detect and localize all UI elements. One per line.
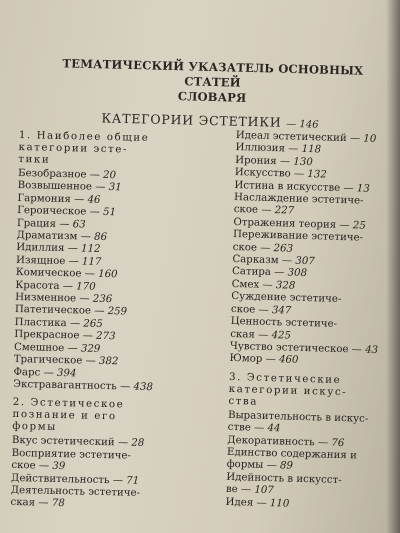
- entry-term: Ценность эстетиче-: [230, 316, 338, 330]
- entry-dash: —: [70, 194, 88, 206]
- entry-dash: —: [91, 182, 109, 194]
- entry-term: Идиллия: [16, 242, 65, 255]
- entry-page: 63: [72, 218, 86, 231]
- entry-term: ское: [232, 241, 258, 254]
- section-page: 146: [299, 119, 319, 131]
- entry-page: 438: [133, 381, 154, 394]
- category-heading-line: 3. Эстетические: [228, 371, 342, 386]
- entry-page: 76: [331, 437, 345, 449]
- entry-term: Идея: [225, 496, 254, 509]
- entry-dash: —: [116, 381, 134, 393]
- entry-dash: —: [35, 460, 53, 472]
- entry-dash: —: [82, 355, 100, 367]
- entry-dash: —: [64, 243, 82, 255]
- entry-term: Переживание эстетиче-: [232, 229, 364, 244]
- entry-dash: —: [109, 474, 127, 487]
- entry-term: Героическое: [17, 205, 87, 218]
- entry-page: 382: [98, 355, 119, 368]
- entry-page: 110: [269, 497, 290, 510]
- category-heading: [18, 130, 219, 171]
- left-column: [10, 130, 219, 514]
- entry-page: 107: [254, 484, 274, 497]
- entry-term: Комическое: [15, 267, 82, 280]
- entry-term: ское: [11, 460, 36, 472]
- entry-term: Единство содержания и: [226, 446, 357, 462]
- section-heading: КАТЕГОРИИ ЭСТЕТИКИ — 146: [101, 110, 319, 131]
- index-title-line-2: СЛОВАРЯ: [177, 89, 247, 105]
- entry-term: Сатира: [231, 266, 272, 279]
- entry-term: Ирония: [235, 154, 277, 167]
- entry-term: ская: [230, 328, 256, 341]
- entry-term: Трагическое: [13, 354, 83, 367]
- entry-term: Юмор: [229, 353, 263, 366]
- entry-page: 130: [293, 156, 313, 168]
- entry-page: 329: [80, 343, 101, 355]
- entry-term: Грация: [16, 217, 57, 230]
- entry-term: Деятельность эстетиче-: [10, 484, 141, 499]
- entry-dash: —: [114, 437, 132, 449]
- entry-term: Выразительность в искус-: [227, 409, 369, 425]
- entry-term: Смешное: [13, 341, 65, 354]
- entry-page: 86: [93, 231, 108, 244]
- entry-dash: —: [75, 293, 93, 305]
- entry-page: 460: [278, 354, 299, 367]
- entry-page: 263: [273, 242, 294, 255]
- entry-dash: —: [314, 436, 332, 449]
- entry-page: 160: [98, 269, 118, 281]
- entry-page: 265: [83, 318, 103, 330]
- entry-page: 28: [131, 437, 145, 450]
- category-heading: [228, 372, 391, 413]
- entry-page: 347: [271, 304, 292, 317]
- entry-dash: —: [237, 484, 255, 496]
- entry-dash: —: [290, 168, 308, 181]
- entry-dash: —: [257, 205, 275, 217]
- entry-page: 227: [274, 205, 295, 218]
- category-heading-line: категории эсте-: [18, 141, 129, 156]
- entry-term: стве: [227, 422, 251, 434]
- entry-term: Фарс: [13, 366, 41, 379]
- entry-term: Чувство эстетическое: [229, 340, 349, 356]
- entry-term: Идеал эстетический: [235, 130, 347, 145]
- entry-page: 112: [80, 243, 101, 256]
- entry-page: 78: [51, 498, 65, 510]
- entry-term: Патетическое: [14, 304, 92, 318]
- entry-term: ское: [233, 204, 259, 217]
- index-title-line-1: ТЕМАТИЧЕСКИЙ УКАЗАТЕЛЬ ОСНОВНЫХ СТАТЕЙ: [62, 56, 364, 90]
- entry-dash: —: [335, 219, 353, 232]
- entry-dash: —: [348, 344, 366, 356]
- entry-term: Истина в искусстве: [234, 179, 341, 194]
- entry-dash: —: [263, 460, 281, 472]
- entry-term: Низменное: [15, 292, 77, 305]
- entry-page: 259: [107, 306, 128, 318]
- entry-dash: —: [253, 497, 271, 509]
- entry-page: 425: [271, 329, 292, 342]
- entry-page: 10: [363, 133, 377, 145]
- entry-term: Возвышенное: [17, 180, 93, 194]
- right-column: [225, 130, 398, 513]
- entry-page: 25: [352, 220, 366, 232]
- entry-term: ская: [10, 497, 36, 509]
- entry-dash: —: [65, 255, 83, 268]
- entry-dash: —: [262, 354, 280, 366]
- entry-dash: —: [59, 280, 77, 292]
- entry-dash: —: [250, 422, 268, 435]
- category-heading-line: тики: [18, 153, 51, 166]
- entry-dash: —: [77, 231, 95, 243]
- entry-dash: —: [284, 143, 302, 156]
- entry-page: 170: [76, 280, 96, 293]
- entry-page: 39: [52, 460, 66, 473]
- entry-dash: —: [81, 268, 99, 281]
- entry-dash: —: [55, 218, 73, 230]
- entry-term: Суждение эстетиче-: [231, 291, 342, 306]
- entry-term: Иллюзия: [235, 142, 286, 155]
- entry-term: Искусство: [234, 167, 291, 180]
- entry-term: Отражения теория: [233, 216, 337, 231]
- entry-dash: —: [346, 133, 364, 145]
- entry-term: Восприятие эстетиче-: [11, 447, 132, 462]
- entry-dash: —: [40, 367, 58, 379]
- entry-page: 307: [295, 255, 315, 268]
- entry-page: 117: [81, 256, 102, 268]
- entry-page: 273: [95, 331, 116, 343]
- entry-dash: —: [86, 206, 104, 219]
- category-heading-line: познание и его: [12, 409, 117, 423]
- entry-term: Действительность: [10, 472, 110, 486]
- index-title: [40, 56, 386, 109]
- entry-dash: —: [255, 304, 273, 316]
- entry-page: 43: [364, 344, 379, 356]
- entry-page: 118: [301, 144, 322, 156]
- entry-page: 20: [102, 169, 117, 182]
- entry-page: 51: [102, 207, 117, 219]
- entry-dash: —: [276, 155, 294, 168]
- entry-term: Идейность в искусст-: [226, 471, 342, 486]
- entry-term: ское: [230, 303, 256, 316]
- entry-dash: —: [270, 267, 288, 279]
- entry-term: Пластика: [14, 316, 67, 330]
- entry-page: 132: [307, 169, 327, 181]
- entry-page: 328: [275, 280, 296, 292]
- entry-dash: —: [34, 497, 52, 510]
- entry-page: 308: [287, 267, 308, 280]
- category-heading-line: категории искус-: [228, 383, 348, 398]
- book-spine-shadow: [386, 0, 400, 533]
- entry-term: ве: [225, 484, 238, 496]
- entry-page: 46: [87, 194, 101, 206]
- entry-page: 13: [356, 183, 370, 195]
- category-heading-line: 2. Эстетическое: [12, 397, 125, 411]
- category-heading-line: формы: [12, 421, 58, 434]
- entry-term: Смех: [231, 278, 260, 291]
- entry-dash: —: [340, 182, 358, 195]
- entry-term: Драматизм: [16, 230, 78, 243]
- entry-dash: —: [254, 329, 272, 341]
- entry-page: 394: [56, 367, 77, 379]
- entry-dash: —: [90, 306, 108, 318]
- entry-dash: —: [79, 330, 97, 343]
- entry-dash: —: [66, 318, 84, 330]
- entry-term: Изящное: [15, 254, 66, 267]
- entry-term: формы: [226, 459, 264, 472]
- entry-dash: —: [86, 169, 104, 181]
- entry-term: Гармония: [17, 192, 71, 206]
- entry-term: Безобразное: [17, 167, 87, 181]
- entry-dash: —: [259, 279, 276, 292]
- entry-page: 71: [126, 475, 140, 487]
- entry-page: 31: [108, 182, 122, 194]
- entry-dash: —: [278, 255, 296, 267]
- entry-term: Сарказм: [232, 254, 279, 267]
- entry-term: Вкус эстетический: [11, 435, 115, 449]
- entry-term: Красота: [15, 279, 60, 292]
- entry-term: Экстравагантность: [13, 378, 117, 393]
- entry-dash: —: [256, 242, 274, 254]
- entry-term: Наслаждение эстетиче-: [233, 192, 364, 207]
- entry-page: 89: [279, 460, 294, 473]
- entry-page: 236: [92, 293, 113, 306]
- category-heading-line: 1. Наиболее общие: [18, 130, 150, 144]
- entry-term: Прекрасное: [14, 329, 80, 342]
- section-label: КАТЕГОРИИ ЭСТЕТИКИ: [101, 110, 282, 130]
- entry-dash: —: [64, 342, 82, 355]
- entry-term: Декоративность: [227, 434, 315, 448]
- category-heading-line: ства: [228, 395, 259, 408]
- entry-page: 44: [267, 423, 281, 435]
- category-heading: [12, 397, 213, 438]
